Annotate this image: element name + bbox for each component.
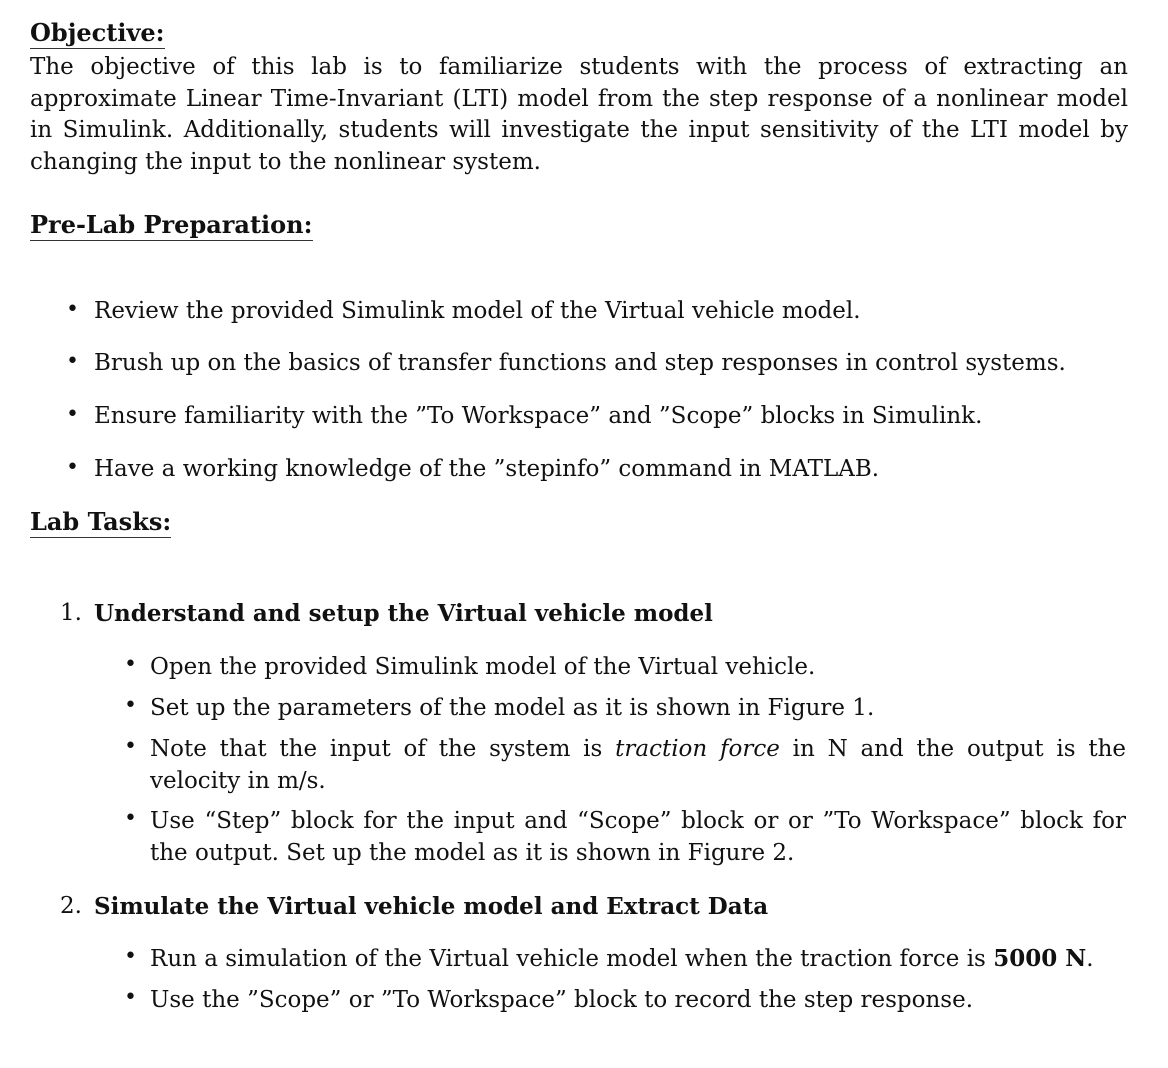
bullet-icon: • [124, 652, 137, 677]
task-title: Understand and setup the Virtual vehicle model [94, 600, 713, 627]
bold-text: 5000 N [993, 945, 1087, 972]
text-run: . [1086, 946, 1094, 972]
list-item-text: Review the provided Simulink model of the Virtual vehicle model. [94, 298, 861, 324]
text-run: in N and the output is the velocity in m/s. [150, 736, 1126, 794]
objective-heading: Objective: [30, 18, 165, 47]
bullet-icon: • [124, 693, 137, 718]
task-number: 1. [60, 600, 82, 626]
task-number: 2. [60, 893, 82, 919]
bullet-icon: • [66, 297, 79, 322]
task-title: Simulate the Virtual vehicle model and Extract Data [94, 893, 769, 920]
list-item-text: Set up the parameters of the model as it is shown in Figure 1. [150, 695, 875, 721]
prelab-heading: Pre-Lab Preparation: [30, 210, 313, 239]
bullet-icon: • [124, 806, 137, 831]
list-item-text: Open the provided Simulink model of the Virtual vehicle. [150, 654, 816, 680]
bullet-icon: • [124, 985, 137, 1010]
objective-paragraph: The objective of this lab is to familiarize students with the process of extracting an approximate Linear Time-Invariant (LTI) model from the step response of a nonlinear model in Simulink. Additionally, students will investigate the input sensitivity of the LTI model by changing the input to the nonlinear system. [30, 54, 1128, 175]
bullet-icon: • [66, 402, 79, 427]
text-run: Run a simulation of the Virtual vehicle model when the traction force is [150, 946, 994, 972]
emphasis-text: traction force [615, 736, 780, 762]
list-item-text [150, 943, 1126, 975]
text-run: Note that the input of the system is [150, 736, 616, 762]
list-item-text: Use the ”Scope” or ”To Workspace” block to record the step response. [150, 987, 974, 1013]
labtasks-heading: Lab Tasks: [30, 507, 172, 536]
bullet-icon: • [124, 734, 137, 759]
bullet-icon: • [124, 944, 137, 969]
bullet-icon: • [66, 455, 79, 480]
list-item-text: Brush up on the basics of transfer functions and step responses in control systems. [94, 350, 1066, 376]
bullet-icon: • [66, 349, 79, 374]
list-item-text: Use “Step” block for the input and “Scope” block or or ”To Workspace” block for the output. Set up the model as it is shown in Figure 2. [150, 808, 1126, 866]
list-item-text [150, 733, 1126, 797]
list-item-text: Ensure familiarity with the ”To Workspace” and ”Scope” blocks in Simulink. [94, 403, 983, 429]
list-item-text: Have a working knowledge of the ”stepinfo” command in MATLAB. [94, 456, 880, 482]
